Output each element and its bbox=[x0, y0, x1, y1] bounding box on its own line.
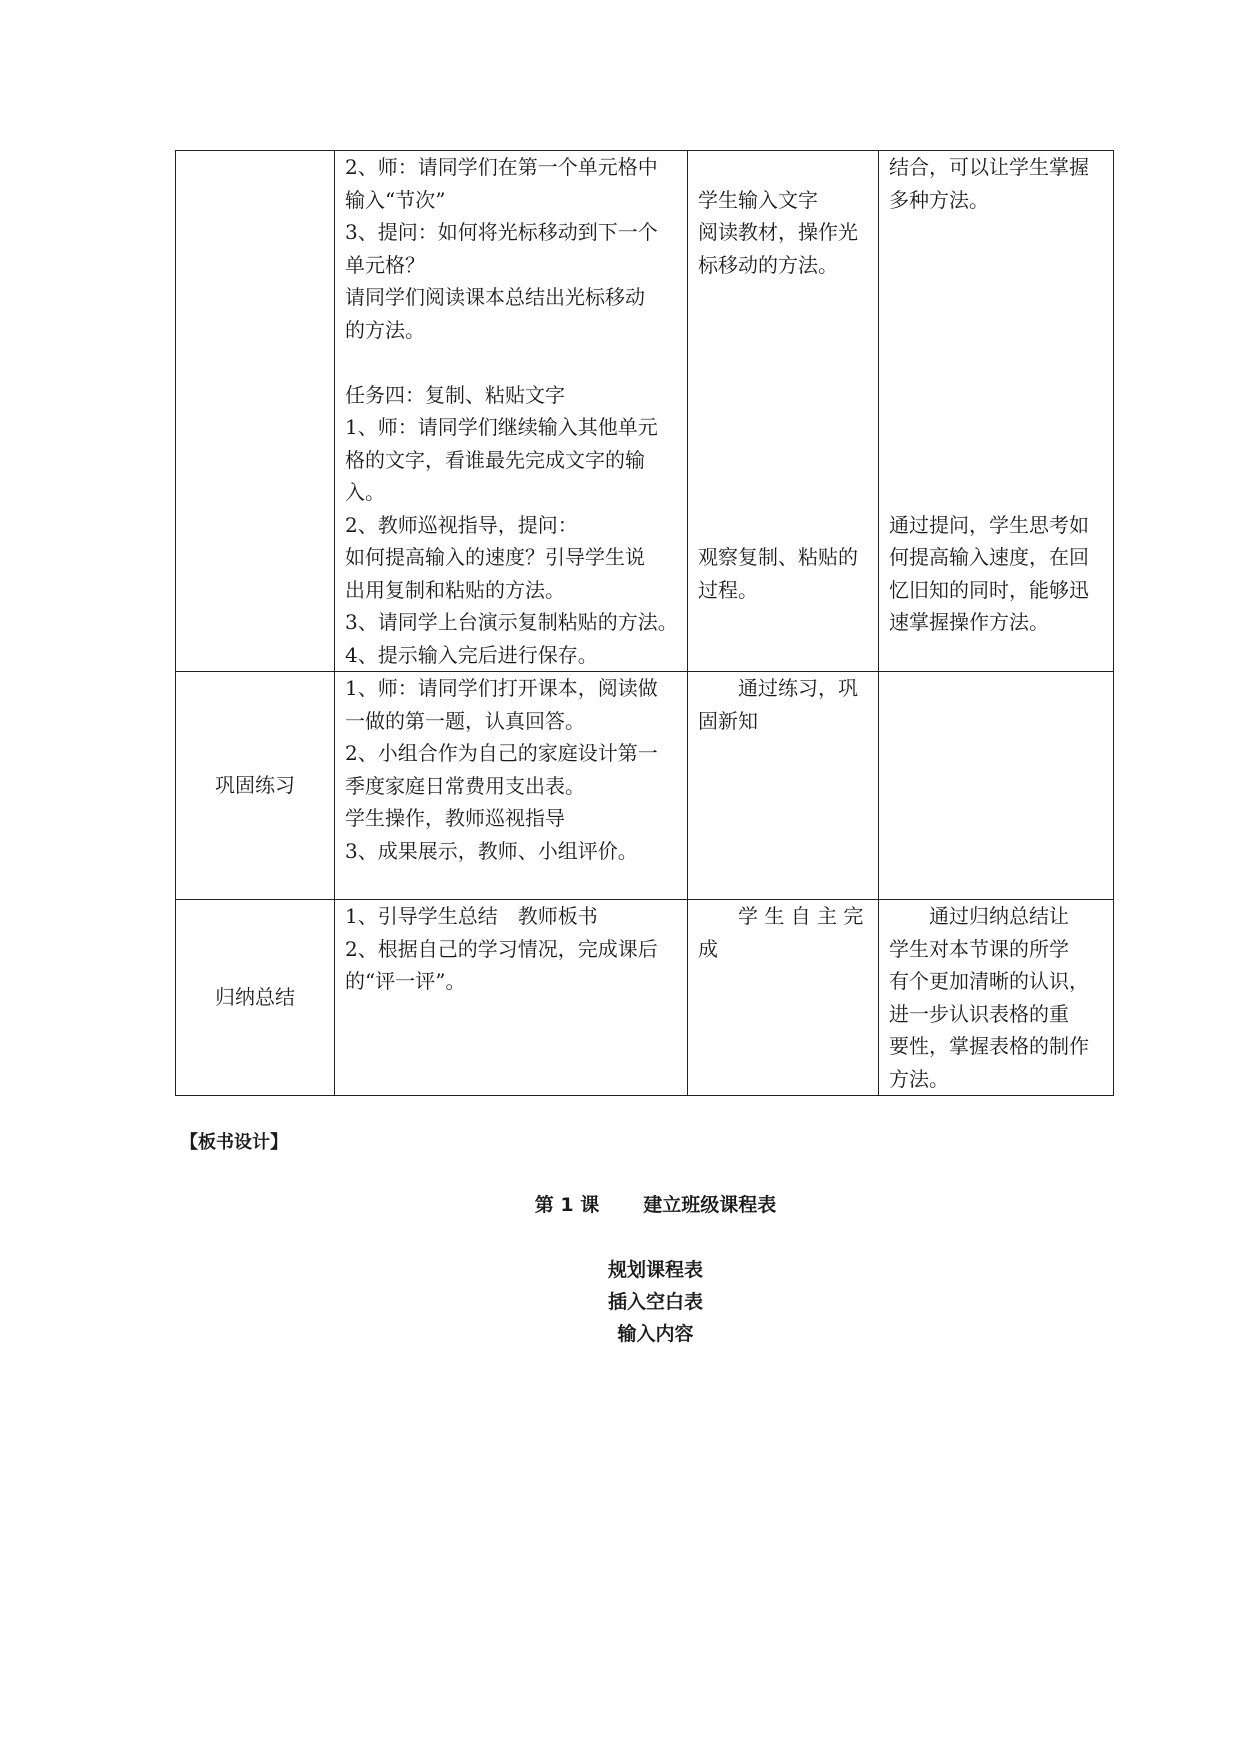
cell-text-line bbox=[698, 151, 868, 184]
board-design-heading: 【板书设计】 bbox=[180, 1132, 288, 1153]
cell-text-line: 学生操作，教师巡视指导 bbox=[345, 806, 565, 830]
cell-text-line: 输入“节次” bbox=[345, 187, 446, 212]
cell-text-line: 1、师：请同学们继续输入其他单元 bbox=[345, 415, 658, 439]
table-row bbox=[176, 151, 1114, 672]
cell-text-line: 2、教师巡视指导，提问： bbox=[345, 512, 578, 537]
cell-text-line: 方法。 bbox=[889, 1066, 949, 1091]
cell-text-line: 出用复制和粘贴的方法。 bbox=[345, 577, 565, 602]
cell-text-line: 阅读教材，操作光 bbox=[698, 220, 858, 244]
cell-text-line: 进一步认识表格的重 bbox=[889, 1001, 1069, 1026]
cell-text-line bbox=[889, 379, 1103, 412]
lesson-plan-table bbox=[175, 150, 1114, 1096]
cell-text-line: 2、小组合作为自己的家庭设计第一 bbox=[345, 741, 658, 765]
design-intent-cell bbox=[879, 672, 1114, 900]
cell-text-line: 1、师：请同学们打开课本，阅读做 bbox=[345, 676, 658, 700]
cell-text-line: 请同学们阅读课本总结出光标移动 bbox=[345, 285, 645, 309]
cell-text-line: 学生输入文字 bbox=[698, 187, 818, 212]
cell-text-line: 有个更加清晰的认识， bbox=[889, 969, 1089, 993]
cell-text-line: 忆旧知的同时，能够迅 bbox=[889, 577, 1089, 602]
cell-text-line: 3、请同学上台演示复制粘贴的方法。 bbox=[345, 610, 678, 634]
cell-text-line bbox=[889, 216, 1103, 249]
teacher-activity-cell bbox=[335, 900, 688, 1096]
cell-text-line bbox=[889, 346, 1103, 379]
cell-text-line: 成 bbox=[698, 936, 718, 961]
cell-text-line bbox=[889, 444, 1103, 477]
board-items bbox=[0, 1254, 1241, 1350]
cell-text-line: 3、提问：如何将光标移动到下一个 bbox=[345, 220, 658, 244]
board-lesson-title bbox=[0, 1190, 1241, 1217]
cell-text-line bbox=[698, 379, 868, 412]
cell-text-line: 过程。 bbox=[698, 577, 758, 602]
cell-text-line: 标移动的方法。 bbox=[698, 252, 838, 277]
cell-text-line bbox=[698, 444, 868, 477]
cell-text-line: 如何提高输入的速度？引导学生说 bbox=[345, 545, 645, 569]
cell-text-line: 入。 bbox=[345, 480, 385, 504]
lesson-number: 第 1 课 bbox=[534, 1194, 600, 1216]
cell-text-line bbox=[889, 411, 1103, 444]
cell-text-line bbox=[889, 249, 1103, 282]
cell-text-line: 学生对本节课的所学 bbox=[889, 936, 1069, 961]
cell-text-line bbox=[889, 476, 1103, 509]
stage-cell: 归纳总结 bbox=[176, 900, 335, 1096]
cell-text-line: 的方法。 bbox=[345, 317, 425, 342]
stage-cell: 巩固练习 bbox=[176, 672, 335, 900]
cell-text-line: 4、提示输入完后进行保存。 bbox=[345, 642, 598, 667]
board-item: 输入内容 bbox=[617, 1323, 694, 1345]
cell-text-line: 观察复制、粘贴的 bbox=[698, 545, 858, 569]
cell-text-line bbox=[698, 314, 868, 347]
cell-text-line: 2、师：请同学们在第一个单元格中 bbox=[345, 155, 658, 179]
cell-text-line: 单元格？ bbox=[345, 252, 425, 277]
teacher-activity-cell bbox=[335, 672, 688, 900]
board-item: 插入空白表 bbox=[607, 1291, 703, 1313]
stage-cell bbox=[176, 151, 335, 672]
cell-text-line: 2、根据自己的学习情况，完成课后 bbox=[345, 936, 658, 961]
cell-text-line: 何提高输入速度，在回 bbox=[889, 545, 1089, 569]
board-item: 规划课程表 bbox=[607, 1259, 703, 1281]
student-activity-cell bbox=[688, 900, 879, 1096]
lesson-title: 建立班级课程表 bbox=[643, 1194, 777, 1216]
student-activity-cell bbox=[688, 151, 879, 672]
design-intent-cell bbox=[879, 151, 1114, 672]
cell-text-line: 通过提问，学生思考如 bbox=[889, 512, 1089, 537]
student-activity-cell bbox=[688, 672, 879, 900]
cell-text-line bbox=[345, 346, 677, 379]
design-intent-cell bbox=[879, 900, 1114, 1096]
cell-text-line: 季度家庭日常费用支出表。 bbox=[345, 773, 585, 798]
cell-text-line: 的“评一评”。 bbox=[345, 969, 466, 993]
cell-text-line: 结合，可以让学生掌握 bbox=[889, 155, 1089, 179]
cell-text-line: 多种方法。 bbox=[889, 187, 989, 212]
cell-text-line: 格的文字，看谁最先完成文字的输 bbox=[345, 447, 645, 472]
table-row bbox=[176, 900, 1114, 1096]
cell-text-line: 1、引导学生总结 教师板书 bbox=[345, 904, 598, 928]
cell-text-line: 通过归纳总结让 bbox=[929, 904, 1069, 928]
cell-text-line: 3、成果展示，教师、小组评价。 bbox=[345, 838, 638, 863]
cell-text-line: 要性，掌握表格的制作 bbox=[889, 1034, 1089, 1058]
cell-text-line bbox=[698, 509, 868, 542]
cell-text-line: 学 生 自 主 完 bbox=[738, 904, 864, 928]
cell-text-line bbox=[698, 346, 868, 379]
cell-text-line: 任务四：复制、粘贴文字 bbox=[345, 382, 565, 407]
cell-text-line: 通过练习，巩 bbox=[738, 676, 858, 700]
cell-text-line bbox=[698, 411, 868, 444]
teacher-activity-cell bbox=[335, 151, 688, 672]
cell-text-line bbox=[698, 281, 868, 314]
cell-text-line: 一做的第一题，认真回答。 bbox=[345, 708, 585, 733]
cell-text-line bbox=[889, 281, 1103, 314]
table-row bbox=[176, 672, 1114, 900]
cell-text-line: 速掌握操作方法。 bbox=[889, 610, 1049, 634]
cell-text-line bbox=[698, 476, 868, 509]
cell-text-line: 固新知 bbox=[698, 708, 758, 733]
cell-text-line bbox=[889, 314, 1103, 347]
